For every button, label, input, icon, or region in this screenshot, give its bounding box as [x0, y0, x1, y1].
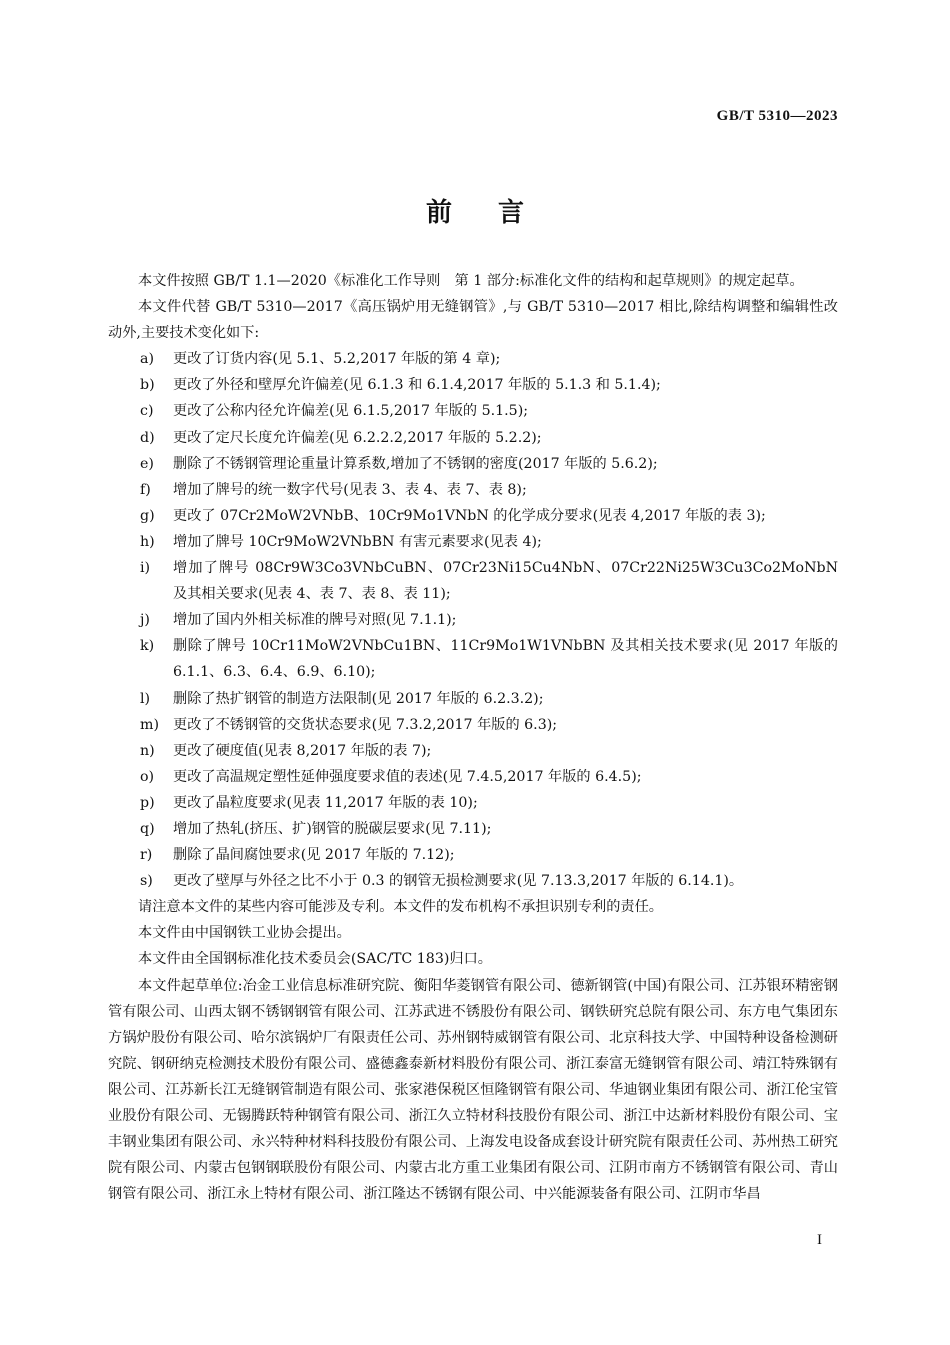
page-number: I [817, 1232, 822, 1248]
list-item-text: 增加了国内外相关标准的牌号对照(见 7.1.1); [173, 612, 457, 629]
list-item-text: 更改了公称内径允许偏差(见 6.1.5,2017 年版的 5.1.5); [173, 403, 529, 420]
list-item-label: n) [140, 742, 155, 759]
list-item-label: l) [140, 690, 151, 707]
list-item-text: 更改了晶粒度要求(见表 11,2017 年版的表 10); [173, 794, 478, 811]
list-item [108, 477, 838, 503]
list-item-label: d) [140, 429, 155, 446]
list-item [108, 503, 838, 529]
list-item-text: 删除了晶间腐蚀要求(见 2017 年版的 7.12); [173, 847, 455, 864]
list-item-text: 删除了不锈钢管理论重量计算系数,增加了不锈钢的密度(2017 年版的 5.6.2); [173, 455, 658, 472]
list-item-label: b) [140, 377, 155, 394]
list-item-text: 增加了牌号 10Cr9MoW2VNbBN 有害元素要求(见表 4); [173, 533, 542, 550]
list-item [108, 868, 838, 894]
list-item-label: r) [140, 847, 153, 864]
list-item-text: 更改了不锈钢管的交货状态要求(见 7.3.2,2017 年版的 6.3); [173, 716, 558, 733]
list-item [108, 607, 838, 633]
standard-code: GB/T 5310—2023 [716, 108, 838, 124]
list-item-text: 增加了牌号的统一数字代号(见表 3、表 4、表 7、表 8); [173, 481, 527, 498]
list-item-text: 更改了定尺长度允许偏差(见 6.2.2.2,2017 年版的 5.2.2); [173, 429, 542, 446]
list-item [108, 738, 838, 764]
list-item-label: a) [140, 351, 154, 368]
list-item-text: 更改了壁厚与外径之比不小于 0.3 的钢管无损检测要求(见 7.13.3,2017 年版的 6.14.1)。 [173, 873, 744, 890]
title-char-1: 前 [425, 198, 452, 228]
list-item-label: j) [140, 612, 150, 629]
list-item-text: 更改了订货内容(见 5.1、5.2,2017 年版的第 4 章); [173, 351, 501, 368]
paragraph: 请注意本文件的某些内容可能涉及专利。本文件的发布机构不承担识别专利的责任。 [138, 899, 663, 916]
list-item-text: 更改了高温规定塑性延伸强度要求值的表述(见 7.4.5,2017 年版的 6.4.5); [173, 768, 642, 785]
list-item-text: 增加了牌号 08Cr9W3Co3VNbCuBN、07Cr23Ni15Cu4NbN、07Cr22Ni25W3Cu3Co2MoNbN 及其相关要求(见表 4、表 7、表 8、表 11); [173, 560, 838, 603]
title-char-2: 言 [498, 198, 525, 228]
list-item-label: o) [140, 768, 155, 785]
list-item [108, 764, 838, 790]
list-item-label: h) [140, 533, 155, 550]
list-item [108, 372, 838, 398]
list-item-text: 更改了 07Cr2MoW2VNbB、10Cr9Mo1VNbN 的化学成分要求(见表 4,2017 年版的表 3); [173, 507, 766, 524]
list-item-label: e) [140, 455, 154, 472]
list-item [108, 842, 838, 868]
list-item-label: s) [140, 873, 153, 890]
list-item-label: c) [140, 403, 154, 420]
list-item-label: k) [140, 638, 155, 655]
paragraph: 本文件按照 GB/T 1.1—2020《标准化工作导则 第 1 部分:标准化文件的结构和起草规则》的规定起草。 [138, 273, 804, 289]
change-list [108, 346, 838, 894]
list-item [108, 451, 838, 477]
list-item-text: 删除了热扩钢管的制造方法限制(见 2017 年版的 6.2.3.2); [173, 690, 544, 707]
list-item [108, 555, 838, 607]
list-item [108, 398, 838, 424]
page-title [0, 192, 950, 229]
list-item [108, 425, 838, 451]
paragraph: 本文件代替 GB/T 5310—2017《高压锅炉用无缝钢管》,与 GB/T 5310—2017 相比,除结构调整和编辑性改动外,主要技术变化如下: [108, 299, 838, 342]
list-item-text: 更改了硬度值(见表 8,2017 年版的表 7); [173, 742, 432, 759]
list-item [108, 346, 838, 372]
list-item-text: 删除了牌号 10Cr11MoW2VNbCu1BN、11Cr9Mo1W1VNbBN 及其相关技术要求(见 2017 年版的 6.1.1、6.3、6.4、6.9、6.10); [173, 638, 838, 681]
list-item [108, 686, 838, 712]
paragraph: 本文件由中国钢铁工业协会提出。 [138, 925, 351, 942]
list-item-label: q) [140, 820, 155, 837]
list-item-label: p) [140, 794, 155, 811]
list-item [108, 816, 838, 842]
list-item-label: m) [140, 716, 159, 733]
document-body [108, 268, 838, 1207]
paragraph: 本文件由全国钢标准化技术委员会(SAC/TC 183)归口。 [138, 951, 492, 968]
drafting-units-paragraph: 本文件起草单位:冶金工业信息标准研究院、衡阳华菱钢管有限公司、德新钢管(中国)有限公司、江苏银环精密钢管有限公司、山西太钢不锈钢钢管有限公司、江苏武进不锈股份有限公司、钢铁研究总院有限公司、东方电气集团东方锅炉股份有限公司、哈尔滨锅炉厂有限责任公司、苏州钢特威钢管有限公司、北京科技大学、中国特种设备检测研究院、钢研纳克检测技术股份有限公司、盛德鑫泰新材料股份有限公司、浙江泰富无缝钢管有限公司、靖江特殊钢有限公司、江苏新长江无缝钢管制造有限公司、张家港保税区恒隆钢管有限公司、华迪钢业集团有限公司、浙江伦宝管业股份有限公司、无锡腾跃特种钢管有限公司、浙江久立特材科技股份有限公司、浙江中达新材料股份有限公司、宝丰钢业集团有限公司、永兴特种材料科技股份有限公司、上海发电设备成套设计研究院有限责任公司、苏州热工研究院有限公司、内蒙古包钢钢联股份有限公司、内蒙古北方重工业集团有限公司、江阴市南方不锈钢管有限公司、青山钢管有限公司、浙江永上特材有限公司、浙江隆达不锈钢有限公司、中兴能源装备有限公司、江阴市华昌 [108, 977, 838, 1203]
list-item [108, 712, 838, 738]
list-item-label: g) [140, 507, 155, 524]
list-item [108, 529, 838, 555]
list-item-label: f) [140, 481, 151, 498]
list-item-text: 更改了外径和壁厚允许偏差(见 6.1.3 和 6.1.4,2017 年版的 5.1.3 和 5.1.4); [173, 377, 661, 394]
list-item-label: i) [140, 560, 151, 577]
list-item [108, 790, 838, 816]
list-item-text: 增加了热轧(挤压、扩)钢管的脱碳层要求(见 7.11); [173, 820, 492, 837]
list-item [108, 633, 838, 685]
